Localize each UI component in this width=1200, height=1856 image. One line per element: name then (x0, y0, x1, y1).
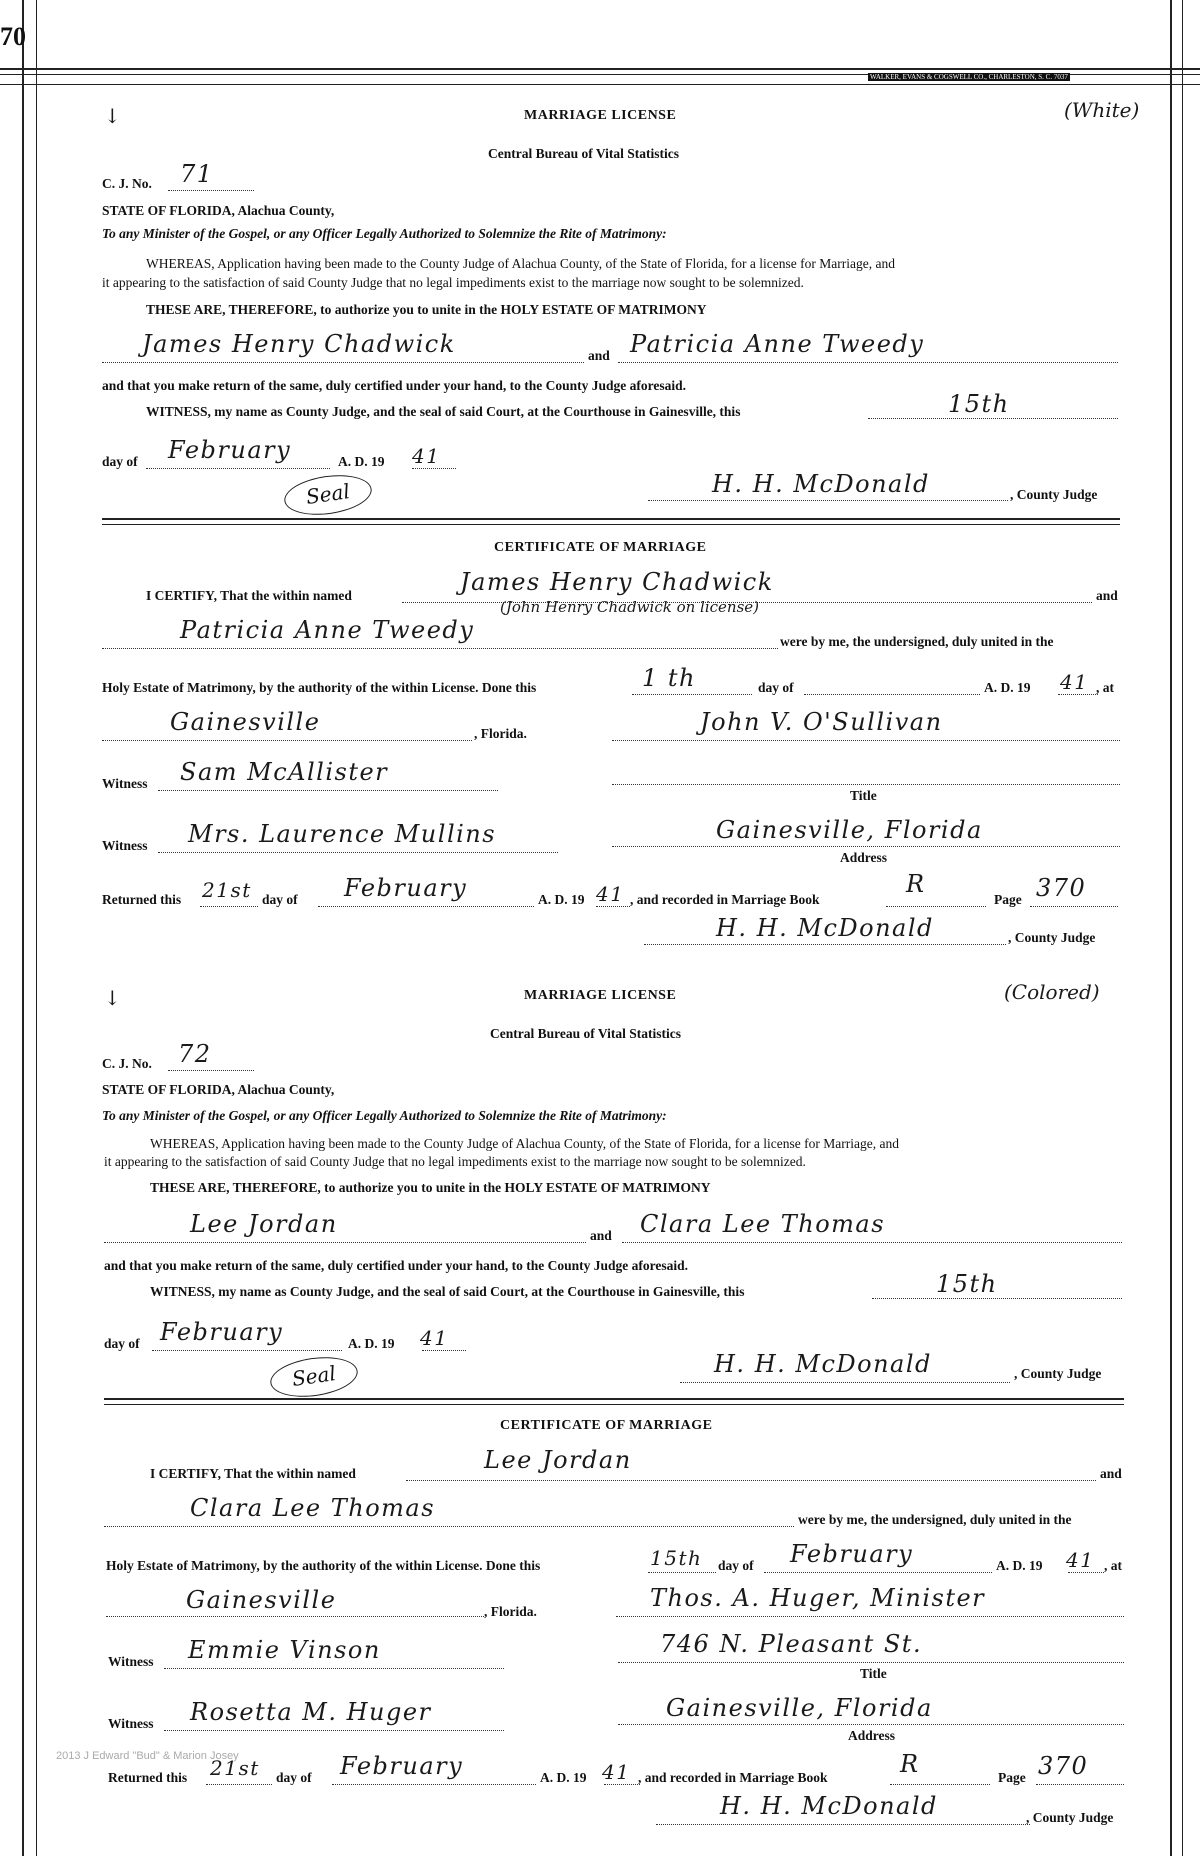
returned-label: Returned this (102, 892, 182, 907)
bureau-title: Central Bureau of Vital Statistics (488, 146, 679, 161)
officiant-line (612, 740, 1120, 741)
cj-no-value: 71 (180, 160, 214, 188)
whereas-line-2: it appearing to the satisfaction of said County Judge that no legal impediments exist to the marriage now sought to be solemnized. (102, 275, 804, 290)
recorded-label: , and recorded in Marriage Book (630, 892, 820, 907)
page: 370 (1036, 874, 1087, 902)
whereas-line-1-2: WHEREAS, Application having been made to the County Judge of Alachua County, of the State of Florida, for a license for Marriage, and (150, 1136, 899, 1151)
officiant-line-2 (616, 1616, 1124, 1617)
witness-3-label: Witness (108, 1654, 154, 1669)
i-certify-label: I CERTIFY, That the within named (146, 588, 352, 603)
license-title: MARRIAGE LICENSE (524, 108, 677, 123)
witness-judge-line-2: WITNESS, my name as County Judge, and the seal of said Court, at the Courthouse in Gainesville, this (150, 1284, 745, 1299)
address-label-2: Address (848, 1728, 896, 1743)
issued-month: February (168, 436, 292, 464)
ad-label-3: A. D. 19 (538, 892, 585, 907)
done-month-line-2 (764, 1572, 992, 1573)
place-line (102, 740, 472, 741)
left-border (22, 0, 24, 1856)
race-note-2: (Colored) (1004, 980, 1100, 1004)
witness-4-line (164, 1730, 504, 1731)
returned-month-line-2 (332, 1784, 536, 1785)
judge-line-3 (680, 1382, 1010, 1383)
county-judge-label-2: , County Judge (1008, 930, 1096, 945)
day-of-ret-label: day of (262, 892, 298, 907)
cj-no-label: C. J. No. (102, 176, 152, 191)
witness-3-line (164, 1668, 504, 1669)
witness-2: Mrs. Laurence Mullins (188, 820, 497, 848)
officiant-address: Gainesville, Florida (716, 816, 983, 844)
holy-estate-label-2: Holy Estate of Matrimony, by the authority of the within License. Done this (106, 1558, 541, 1573)
to-any-line: To any Minister of the Gospel, or any Officer Legally Authorized to Solemnize the Rite of Matrimony: (102, 226, 667, 241)
title-line-2 (618, 1662, 1124, 1663)
recorded-label-2: , and recorded in Marriage Book (638, 1770, 828, 1785)
these-are-line: THESE ARE, THEREFORE, to authorize you to unite in the HOLY ESTATE OF MATRIMONY (146, 302, 707, 317)
were-by-me-label-2: were by me, the undersigned, duly united in the (798, 1512, 1072, 1527)
issued-year-2: 41 (420, 1326, 449, 1350)
cert-title: CERTIFICATE OF MARRIAGE (494, 540, 707, 555)
florida-label: , Florida. (474, 726, 527, 741)
judge-signature-4: H. H. McDonald (720, 1792, 938, 1820)
title-line (612, 784, 1120, 785)
officiant-2: Thos. A. Huger, Minister (650, 1584, 986, 1612)
done-day-2: 15th (650, 1546, 703, 1570)
place: Gainesville (170, 708, 321, 736)
county-judge-label-3: , County Judge (1014, 1366, 1102, 1381)
officiant-title-2: 746 N. Pleasant St. (660, 1630, 923, 1658)
right-border-inner (1182, 0, 1183, 1856)
bureau-title-2: Central Bureau of Vital Statistics (490, 1026, 681, 1041)
cert-groom-note: (John Henry Chadwick on license) (500, 598, 760, 616)
section-rule-3 (104, 1398, 1124, 1400)
cert-bride-line-2 (104, 1526, 794, 1527)
make-return-line: and that you make return of the same, duly certified under your hand, to the County Judge aforesaid. (102, 378, 687, 393)
ad-end-label-2: , at (1104, 1558, 1122, 1573)
cert-bride-2: Clara Lee Thomas (190, 1494, 436, 1522)
judge-2-line (644, 944, 1006, 945)
whereas-line-2-2: it appearing to the satisfaction of said County Judge that no legal impediments exist to the marriage now sought to be solemnized. (104, 1154, 806, 1169)
top-rule (0, 68, 1200, 70)
i-certify-label-2: I CERTIFY, That the within named (150, 1466, 356, 1481)
and-label-3: and (590, 1228, 612, 1243)
issued-day: 15th (948, 390, 1010, 418)
returned-year-2: 41 (602, 1760, 631, 1784)
witness-3: Emmie Vinson (188, 1636, 381, 1664)
returned-year-line (596, 906, 630, 907)
florida-label-2: , Florida. (484, 1604, 537, 1619)
top-rule-3 (0, 84, 1200, 85)
address-line-2 (618, 1724, 1124, 1725)
cert-groom-2: Lee Jordan (484, 1446, 632, 1474)
ad-label: A. D. 19 (338, 454, 385, 469)
and-label-2: and (1096, 588, 1118, 603)
address-label: Address (840, 850, 888, 865)
issued-year: 41 (412, 444, 441, 468)
done-day-line-2 (648, 1572, 716, 1573)
cert-groom: James Henry Chadwick (460, 568, 774, 596)
bride-line (618, 362, 1118, 363)
ad-label-6: A. D. 19 (540, 1770, 587, 1785)
done-year-line (1058, 694, 1098, 695)
groom-name: James Henry Chadwick (142, 330, 456, 358)
witness-1: Sam McAllister (180, 758, 389, 786)
issued-day-line (868, 418, 1118, 419)
ad-end-label: , at (1096, 680, 1114, 695)
bride-name: Patricia Anne Tweedy (630, 330, 925, 358)
section-rule-2 (102, 524, 1120, 525)
cert-title-2: CERTIFICATE OF MARRIAGE (500, 1418, 713, 1433)
issued-month-line (146, 468, 330, 469)
day-of-label-2: day of (104, 1336, 140, 1351)
returned-day-line (200, 906, 258, 907)
done-month-line (804, 694, 980, 695)
ad-label-2: A. D. 19 (984, 680, 1031, 695)
returned-label-2: Returned this (108, 1770, 188, 1785)
title-label: Title (850, 788, 877, 803)
done-year: 41 (1060, 670, 1089, 694)
issued-year-line-2 (422, 1350, 466, 1351)
cj-no-label-2: C. J. No. (102, 1056, 152, 1071)
printer-imprint: WALKER, EVANS & COGSWELL CO., CHARLESTON, S. C. 7037 (870, 73, 1068, 81)
to-any-line-2: To any Minister of the Gospel, or any Officer Legally Authorized to Solemnize the Rite of Matrimony: (102, 1108, 667, 1123)
county-judge-label: , County Judge (1010, 487, 1098, 502)
cert-bride-line (102, 648, 778, 649)
witness-4: Rosetta M. Huger (190, 1698, 432, 1726)
groom-line-2 (104, 1242, 586, 1243)
done-year-2: 41 (1066, 1548, 1095, 1572)
check-mark-2: ↓ (104, 986, 121, 1010)
section-rule (102, 518, 1120, 520)
judge-signature-3: H. H. McDonald (714, 1350, 932, 1378)
issued-day-2: 15th (936, 1270, 998, 1298)
returned-month: February (344, 874, 468, 902)
bride-name-2: Clara Lee Thomas (640, 1210, 886, 1238)
officiant: John V. O'Sullivan (700, 708, 943, 736)
place-2: Gainesville (186, 1586, 337, 1614)
done-month-2: February (790, 1540, 914, 1568)
holy-estate-label: Holy Estate of Matrimony, by the authority of the within License. Done this (102, 680, 537, 695)
day-of-mid-label: day of (758, 680, 794, 695)
returned-day: 21st (202, 878, 252, 902)
ad-label-5: A. D. 19 (996, 1558, 1043, 1573)
place-line-2 (106, 1616, 484, 1617)
judge-line (648, 500, 1008, 501)
returned-month-2: February (340, 1752, 464, 1780)
groom-line (102, 362, 584, 363)
book-line (886, 906, 986, 907)
groom-name-2: Lee Jordan (190, 1210, 338, 1238)
witness-4-label: Witness (108, 1716, 154, 1731)
cert-bride: Patricia Anne Tweedy (180, 616, 475, 644)
section-rule-4 (104, 1404, 1124, 1405)
cj-no-line (168, 190, 254, 191)
day-of-label: day of (102, 454, 138, 469)
witness-2-label: Witness (102, 838, 148, 853)
bride-line-2 (622, 1242, 1122, 1243)
returned-day-line-2 (206, 1784, 272, 1785)
ad-label-4: A. D. 19 (348, 1336, 395, 1351)
page-2: 370 (1038, 1752, 1089, 1780)
check-mark: ↓ (104, 104, 121, 128)
were-by-me-label: were by me, the undersigned, duly united in the (780, 634, 1054, 649)
officiant-address-2: Gainesville, Florida (666, 1694, 933, 1722)
cj-no-value-2: 72 (178, 1040, 212, 1068)
right-border (1170, 0, 1172, 1856)
judge-signature: H. H. McDonald (712, 470, 930, 498)
book: R (906, 870, 926, 898)
seal-mark-2: Seal (268, 1352, 360, 1402)
book-line-2 (890, 1784, 990, 1785)
race-note: (White) (1064, 98, 1140, 122)
returned-month-line (318, 906, 534, 907)
returned-year-line-2 (604, 1784, 640, 1785)
and-label-4: and (1100, 1466, 1122, 1481)
page-label-2: Page (998, 1770, 1026, 1785)
watermark: 2013 J Edward "Bud" & Marion Josey (56, 1750, 239, 1762)
license-title-2: MARRIAGE LICENSE (524, 988, 677, 1003)
witness-2-line (158, 852, 558, 853)
page-label: Page (994, 892, 1022, 907)
address-line (612, 846, 1120, 847)
issued-year-line (412, 468, 456, 469)
page-number: 70 (0, 22, 26, 51)
seal-mark: Seal (282, 470, 374, 520)
witness-judge-line: WITNESS, my name as County Judge, and the seal of said Court, at the Courthouse in Gainesville, this (146, 404, 741, 419)
and-label: and (588, 348, 610, 363)
judge-2-signature: H. H. McDonald (716, 914, 934, 942)
witness-1-label: Witness (102, 776, 148, 791)
returned-year: 41 (596, 882, 625, 906)
issued-day-line-2 (872, 1298, 1122, 1299)
state-line: STATE OF FLORIDA, Alachua County, (102, 203, 335, 218)
make-return-line-2: and that you make return of the same, duly certified under your hand, to the County Judge aforesaid. (104, 1258, 689, 1273)
returned-day-2: 21st (210, 1756, 260, 1780)
done-day: 1 th (642, 664, 696, 692)
issued-month-line-2 (152, 1350, 342, 1351)
day-of-mid-label-2: day of (718, 1558, 754, 1573)
cj-no-line-2 (168, 1070, 254, 1071)
title-label-2: Title (860, 1666, 887, 1681)
state-line-2: STATE OF FLORIDA, Alachua County, (102, 1082, 335, 1097)
issued-month-2: February (160, 1318, 284, 1346)
whereas-line-1: WHEREAS, Application having been made to the County Judge of Alachua County, of the State of Florida, for a license for Marriage, and (146, 256, 895, 271)
judge-line-4 (656, 1824, 1030, 1825)
these-are-line-2: THESE ARE, THEREFORE, to authorize you to unite in the HOLY ESTATE OF MATRIMONY (150, 1180, 711, 1195)
county-judge-label-4: , County Judge (1026, 1810, 1114, 1825)
left-border-inner (36, 0, 37, 1856)
cert-groom-line-2 (406, 1480, 1096, 1481)
witness-1-line (158, 790, 498, 791)
book-2: R (900, 1750, 920, 1778)
page-line (1030, 906, 1118, 907)
page-line-2 (1036, 1784, 1124, 1785)
done-day-line (632, 694, 752, 695)
done-year-line-2 (1068, 1572, 1104, 1573)
day-of-ret-label-2: day of (276, 1770, 312, 1785)
